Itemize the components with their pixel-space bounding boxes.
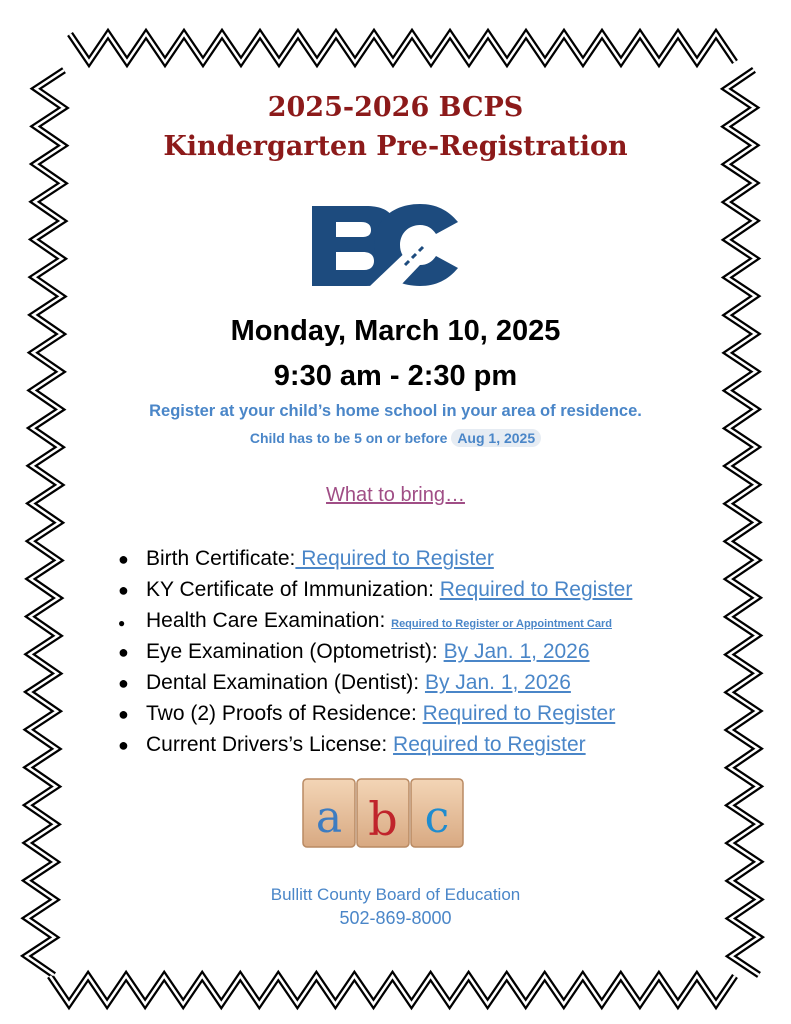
bullet-icon: ● <box>118 735 129 755</box>
list-item <box>118 667 632 698</box>
age-prefix: Child has to be 5 on or before <box>249 430 448 446</box>
item-label: Two (2) Proofs of Residence: <box>146 702 423 725</box>
event-date: Monday, March 10, 2025 <box>230 315 561 347</box>
requirement-link[interactable]: Required to Register <box>422 702 616 725</box>
age-date-chip[interactable]: Aug 1, 2025 <box>451 429 541 447</box>
requirement-link[interactable]: Required to Register <box>439 578 633 601</box>
requirement-link[interactable]: Required to Register <box>393 733 586 756</box>
list-item <box>118 543 632 574</box>
list-item <box>118 574 632 605</box>
bullet-icon: ● <box>118 673 129 693</box>
abc-blocks-image <box>302 777 464 849</box>
requirement-link[interactable]: Required to Register <box>295 547 494 570</box>
what-to-bring-link[interactable]: What to bring… <box>326 484 465 506</box>
bullet-icon: ● <box>118 580 129 600</box>
list-item <box>118 729 632 760</box>
age-requirement <box>0 430 791 446</box>
requirement-link[interactable]: Required to Register or Appointment Card <box>391 618 612 630</box>
bullet-icon: ● <box>118 704 129 724</box>
requirement-link[interactable]: By Jan. 1, 2026 <box>443 640 590 663</box>
item-label: Birth Certificate: <box>146 547 296 570</box>
bullet-icon: ● <box>118 549 129 569</box>
item-label: Dental Examination (Dentist): <box>146 671 425 694</box>
event-time: 9:30 am - 2:30 pm <box>273 360 518 392</box>
block-letter-b: b <box>368 792 398 846</box>
list-item <box>118 636 632 667</box>
requirement-link[interactable]: By Jan. 1, 2026 <box>424 671 571 694</box>
bullet-icon: ● <box>118 642 129 662</box>
register-note: Register at your child’s home school in your area of residence. <box>149 402 642 420</box>
item-label: Eye Examination (Optometrist): <box>146 640 444 663</box>
item-label: Health Care Examination: <box>146 609 392 632</box>
requirements-list <box>118 543 632 760</box>
item-label: Current Drivers’s License: <box>146 733 394 756</box>
title-program-line: Kindergarten Pre-Registration <box>163 131 628 162</box>
footer-org: Bullitt County Board of Education <box>270 885 521 904</box>
footer-phone[interactable]: 502-869-8000 <box>339 908 452 928</box>
block-letter-a: a <box>315 792 343 843</box>
list-item <box>118 605 632 636</box>
block-letter-c: c <box>424 792 450 843</box>
bullet-icon: ● <box>118 616 126 630</box>
item-label: KY Certificate of Immunization: <box>146 578 440 601</box>
title-year-line: 2025-2026 BCPS <box>267 92 524 123</box>
bc-logo-icon <box>308 204 464 286</box>
list-item <box>118 698 632 729</box>
